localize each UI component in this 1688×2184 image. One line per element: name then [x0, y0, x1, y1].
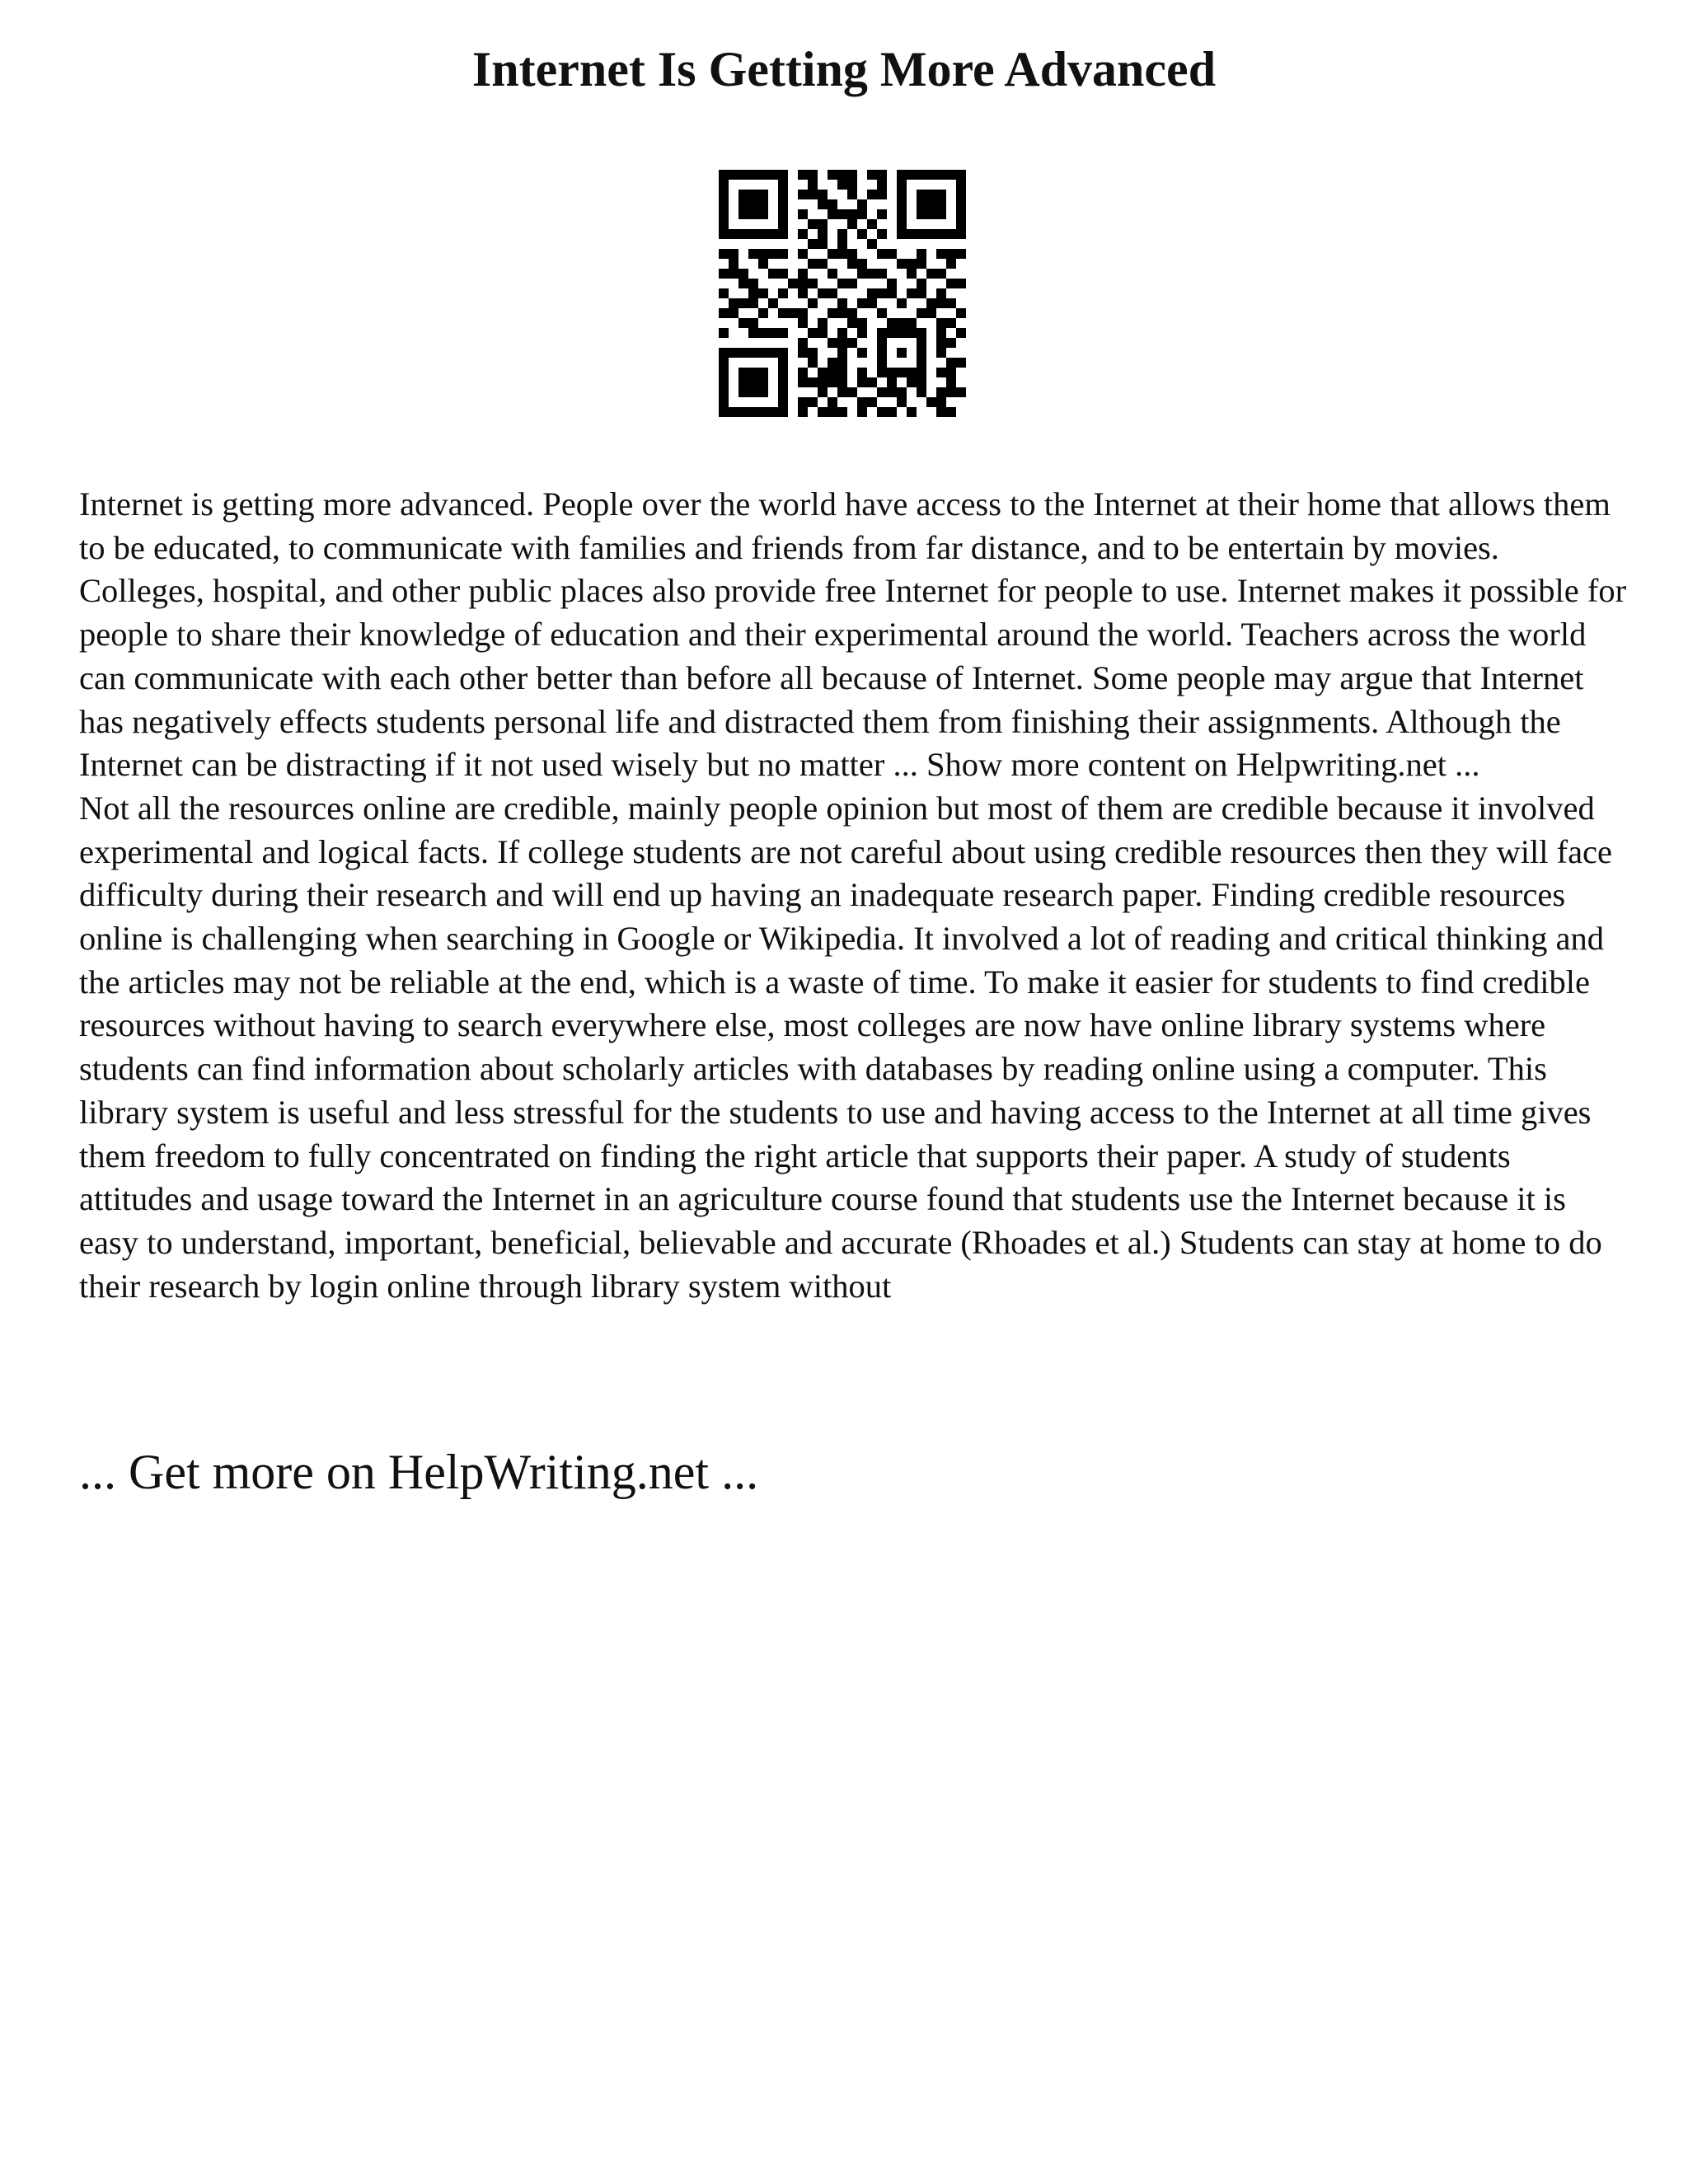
page-title: Internet Is Getting More Advanced: [471, 42, 1217, 96]
get-more-link[interactable]: ... Get more on HelpWriting.net ...: [79, 1445, 759, 1499]
article-paragraph-2: Not all the resources online are credible, mainly people opinion but most of them are credible because it involved experimental and logical facts. If college students are not careful about using credible resources then they will face difficulty during their research and will end up having an inadequate research paper. Finding credible resources online is challenging when searching in Google or Wikipedia. It involved a lot of reading and critical thinking and the articles may not be reliable at the end, which is a waste of time. To make it easier for students to find credible resources without having to search everywhere else, most colleges are now have online library systems where students can find information about scholarly articles with databases by reading online using a computer. This library system is useful and less stressful for the students to use and having access to the Internet at all time gives them freedom to fully concentrated on finding the right article that supports their paper. A study of students attitudes and usage toward the Internet in an agriculture course found that students use the Internet because it is easy to understand, important, beneficial, believable and accurate (Rhoades et al.) Students can stay at home to do their research by login online through library system without: [79, 789, 1612, 1305]
article-body: [79, 483, 1629, 1308]
qr-code-icon: [719, 170, 966, 417]
article-paragraph-1: Internet is getting more advanced. People over the world have access to the Internet at their home that allows them to be educated, to communicate with families and friends from far distance, and to be entertain by movies. Colleges, hospital, and other public places also provide free Internet for people to use. Internet makes it possible for people to share their knowledge of education and their experimental around the world. Teachers across the world can communicate with each other better than before all because of Internet. Some people may argue that Internet has negatively effects students personal life and distracted them from finishing their assignments. Although the Internet can be distracting if it not used wisely but no matter ... Show more content on Helpwriting.net ...: [79, 485, 1627, 784]
